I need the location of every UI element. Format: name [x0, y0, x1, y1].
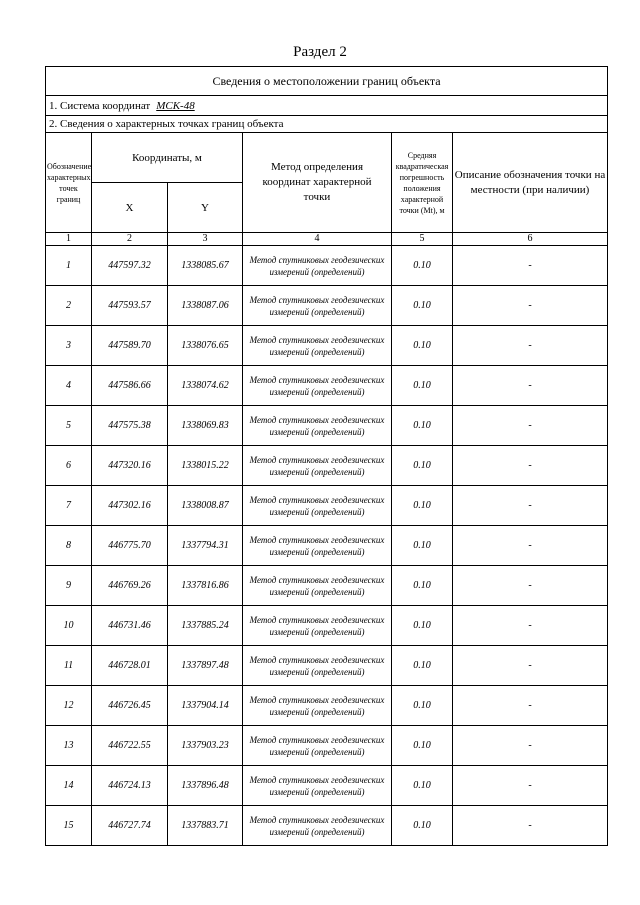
- y-coordinate-cell: 1337794.31: [168, 526, 243, 566]
- col-head-description: Описание обозначения точки на местности (при наличии): [453, 133, 608, 233]
- mt-cell: 0.10: [392, 446, 453, 486]
- method-cell: Метод спутниковых геодезических измерений (определений): [243, 806, 392, 846]
- col-head-x: X: [92, 183, 168, 233]
- y-coordinate-cell: 1337883.71: [168, 806, 243, 846]
- column-number: 4: [243, 233, 392, 246]
- method-cell: Метод спутниковых геодезических измерений (определений): [243, 446, 392, 486]
- x-coordinate-cell: 447589.70: [92, 326, 168, 366]
- table-row: [46, 366, 608, 406]
- method-cell: Метод спутниковых геодезических измерений (определений): [243, 286, 392, 326]
- point-id-cell: 14: [46, 766, 92, 806]
- method-cell: Метод спутниковых геодезических измерений (определений): [243, 566, 392, 606]
- y-coordinate-cell: 1337904.14: [168, 686, 243, 726]
- x-coordinate-cell: 446722.55: [92, 726, 168, 766]
- x-coordinate-cell: 446726.45: [92, 686, 168, 726]
- col-head-method: Метод определения координат характерной точки: [243, 133, 392, 233]
- description-cell: -: [453, 326, 608, 366]
- x-coordinate-cell: 446731.46: [92, 606, 168, 646]
- mt-cell: 0.10: [392, 766, 453, 806]
- column-header-row-1: [46, 133, 608, 183]
- table-row: [46, 766, 608, 806]
- column-number-row: [46, 233, 608, 246]
- column-number: 3: [168, 233, 243, 246]
- table-row: [46, 406, 608, 446]
- x-coordinate-cell: 446775.70: [92, 526, 168, 566]
- point-id-cell: 1: [46, 246, 92, 286]
- description-cell: -: [453, 366, 608, 406]
- y-coordinate-cell: 1338074.62: [168, 366, 243, 406]
- column-number: 1: [46, 233, 92, 246]
- description-cell: -: [453, 446, 608, 486]
- point-id-cell: 5: [46, 406, 92, 446]
- table-row: [46, 246, 608, 286]
- y-coordinate-cell: 1338008.87: [168, 486, 243, 526]
- point-id-cell: 2: [46, 286, 92, 326]
- point-id-cell: 11: [46, 646, 92, 686]
- mt-cell: 0.10: [392, 486, 453, 526]
- method-cell: Метод спутниковых геодезических измерений (определений): [243, 486, 392, 526]
- main-header: Сведения о местоположении границ объекта: [46, 67, 608, 96]
- boundary-points-table: [45, 66, 608, 846]
- points-header-row: [46, 116, 608, 133]
- description-cell: -: [453, 566, 608, 606]
- point-id-cell: 4: [46, 366, 92, 406]
- col-head-mt: Средняя квадратическая погрешность положения характерной точки (Mt), м: [392, 133, 453, 233]
- crs-label: 1. Система координат: [49, 99, 151, 112]
- description-cell: -: [453, 726, 608, 766]
- method-cell: Метод спутниковых геодезических измерений (определений): [243, 766, 392, 806]
- y-coordinate-cell: 1337897.48: [168, 646, 243, 686]
- description-cell: -: [453, 286, 608, 326]
- y-coordinate-cell: 1337903.23: [168, 726, 243, 766]
- table-row: [46, 326, 608, 366]
- table-row: [46, 526, 608, 566]
- x-coordinate-cell: 446728.01: [92, 646, 168, 686]
- y-coordinate-cell: 1337816.86: [168, 566, 243, 606]
- y-coordinate-cell: 1337885.24: [168, 606, 243, 646]
- crs-row: [46, 96, 608, 116]
- section-title: Раздел 2: [293, 44, 347, 60]
- mt-cell: 0.10: [392, 326, 453, 366]
- table-row: [46, 726, 608, 766]
- method-cell: Метод спутниковых геодезических измерений (определений): [243, 326, 392, 366]
- col-head-designation: Обозначение характерных точек границ: [46, 133, 92, 233]
- mt-cell: 0.10: [392, 406, 453, 446]
- x-coordinate-cell: 447302.16: [92, 486, 168, 526]
- description-cell: -: [453, 526, 608, 566]
- crs-cell: [46, 96, 608, 116]
- method-cell: Метод спутниковых геодезических измерений (определений): [243, 526, 392, 566]
- column-number: 2: [92, 233, 168, 246]
- mt-cell: 0.10: [392, 646, 453, 686]
- point-id-cell: 10: [46, 606, 92, 646]
- mt-cell: 0.10: [392, 566, 453, 606]
- method-cell: Метод спутниковых геодезических измерений (определений): [243, 606, 392, 646]
- description-cell: -: [453, 246, 608, 286]
- method-cell: Метод спутниковых геодезических измерений (определений): [243, 646, 392, 686]
- col-head-y: Y: [168, 183, 243, 233]
- method-cell: Метод спутниковых геодезических измерений (определений): [243, 406, 392, 446]
- description-cell: -: [453, 606, 608, 646]
- main-header-row: [46, 67, 608, 96]
- method-cell: Метод спутниковых геодезических измерений (определений): [243, 686, 392, 726]
- mt-cell: 0.10: [392, 806, 453, 846]
- table-row: [46, 486, 608, 526]
- x-coordinate-cell: 447597.32: [92, 246, 168, 286]
- x-coordinate-cell: 447320.16: [92, 446, 168, 486]
- method-cell: Метод спутниковых геодезических измерений (определений): [243, 246, 392, 286]
- mt-cell: 0.10: [392, 246, 453, 286]
- method-cell: Метод спутниковых геодезических измерений (определений): [243, 726, 392, 766]
- description-cell: -: [453, 766, 608, 806]
- table-row: [46, 606, 608, 646]
- x-coordinate-cell: 446769.26: [92, 566, 168, 606]
- table-row: [46, 806, 608, 846]
- method-cell: Метод спутниковых геодезических измерений (определений): [243, 366, 392, 406]
- mt-cell: 0.10: [392, 286, 453, 326]
- points-header: 2. Сведения о характерных точках границ объекта: [46, 116, 608, 133]
- description-cell: -: [453, 686, 608, 726]
- point-id-cell: 6: [46, 446, 92, 486]
- mt-cell: 0.10: [392, 686, 453, 726]
- point-id-cell: 9: [46, 566, 92, 606]
- y-coordinate-cell: 1338015.22: [168, 446, 243, 486]
- x-coordinate-cell: 446724.13: [92, 766, 168, 806]
- table-row: [46, 446, 608, 486]
- point-id-cell: 12: [46, 686, 92, 726]
- description-cell: -: [453, 806, 608, 846]
- table-body: [46, 67, 608, 846]
- mt-cell: 0.10: [392, 526, 453, 566]
- mt-cell: 0.10: [392, 606, 453, 646]
- mt-cell: 0.10: [392, 726, 453, 766]
- table-row: [46, 566, 608, 606]
- description-cell: -: [453, 646, 608, 686]
- table-row: [46, 646, 608, 686]
- crs-value: МСК-48: [156, 99, 195, 112]
- x-coordinate-cell: 447593.57: [92, 286, 168, 326]
- description-cell: -: [453, 486, 608, 526]
- x-coordinate-cell: 446727.74: [92, 806, 168, 846]
- y-coordinate-cell: 1338069.83: [168, 406, 243, 446]
- point-id-cell: 7: [46, 486, 92, 526]
- x-coordinate-cell: 447586.66: [92, 366, 168, 406]
- y-coordinate-cell: 1338076.65: [168, 326, 243, 366]
- y-coordinate-cell: 1338087.06: [168, 286, 243, 326]
- x-coordinate-cell: 447575.38: [92, 406, 168, 446]
- description-cell: -: [453, 406, 608, 446]
- point-id-cell: 3: [46, 326, 92, 366]
- column-number: 6: [453, 233, 608, 246]
- mt-cell: 0.10: [392, 366, 453, 406]
- point-id-cell: 13: [46, 726, 92, 766]
- table-row: [46, 286, 608, 326]
- y-coordinate-cell: 1337896.48: [168, 766, 243, 806]
- column-number: 5: [392, 233, 453, 246]
- table-row: [46, 686, 608, 726]
- y-coordinate-cell: 1338085.67: [168, 246, 243, 286]
- col-head-coordinates: Координаты, м: [92, 133, 243, 183]
- point-id-cell: 15: [46, 806, 92, 846]
- point-id-cell: 8: [46, 526, 92, 566]
